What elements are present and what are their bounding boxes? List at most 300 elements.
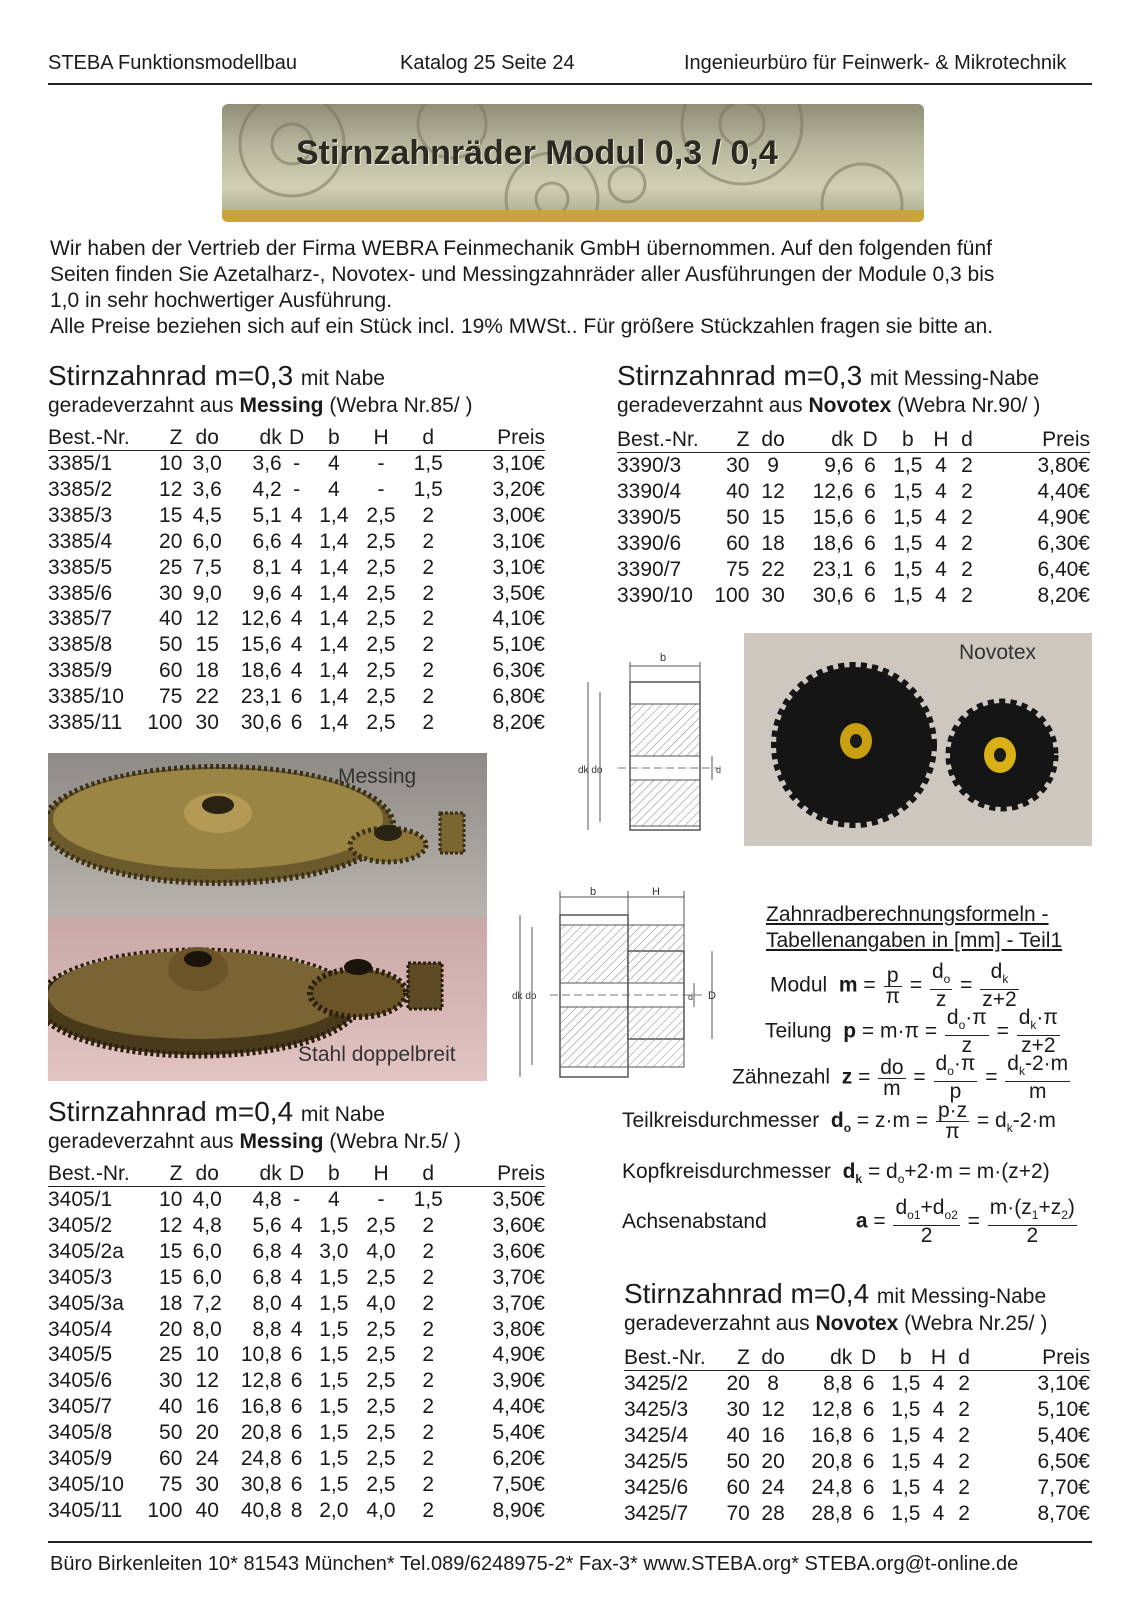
table-cell: 3,10€ bbox=[492, 452, 545, 475]
table-cell: 2,5 bbox=[366, 711, 396, 735]
formula-teilung: Teilung p = m·π = $\frac{d_o\cdot\pi}{z}$ = $\frac{d_k\cdot\pi}{z+2}$ bbox=[765, 1006, 1058, 1058]
label-dk-do: dk do bbox=[578, 765, 603, 776]
table-row bbox=[48, 503, 545, 529]
table-cell: 6,8 bbox=[252, 1239, 282, 1263]
section-subtitle bbox=[624, 1312, 1047, 1336]
column-header: Preis bbox=[451, 426, 545, 451]
column-header: D bbox=[853, 428, 886, 453]
table-cell: 8,1 bbox=[252, 555, 282, 579]
table-cell: 12,6 bbox=[812, 479, 854, 503]
table-row bbox=[48, 1420, 545, 1446]
table-cell: 20 bbox=[159, 529, 183, 553]
table-cell: 3385/3 bbox=[48, 503, 113, 527]
subtitle-post: (Webra Nr.90/ ) bbox=[891, 394, 1041, 417]
table-cell: 18,6 bbox=[240, 659, 282, 683]
table-cell: 3405/5 bbox=[48, 1343, 113, 1367]
novotex-gears-photo bbox=[744, 633, 1092, 846]
formula-modul: Modul m = $\frac{p}{\pi}$ = $\frac{d_o}{z}$ = $\frac{d_k}{z+2}$ bbox=[770, 960, 1017, 1012]
table-cell: 3,10€ bbox=[492, 529, 545, 553]
table-cell: 1,5 bbox=[413, 477, 443, 501]
table-cell: 2 bbox=[958, 1501, 970, 1525]
table-cell: 3405/2 bbox=[48, 1213, 113, 1237]
table-cell: 1,5 bbox=[319, 1421, 349, 1445]
table-cell: 40 bbox=[159, 607, 183, 631]
table-cell: 8,20€ bbox=[1037, 583, 1090, 607]
table-cell: 15 bbox=[195, 633, 219, 657]
table-cell: 4,10€ bbox=[492, 607, 545, 631]
column-header: H bbox=[356, 1162, 406, 1187]
formula-kopfkreis: Kopfkreisdurchmesser $d_k = d_o+2\cdot m = m\cdot(z+2)$ bbox=[622, 1160, 1050, 1187]
brass-gears-photo bbox=[48, 753, 487, 1081]
table-cell: 4 bbox=[290, 1291, 303, 1315]
table-cell: 1,5 bbox=[891, 1397, 921, 1421]
table-cell: 8 bbox=[290, 1498, 303, 1522]
table-cell: 1,5 bbox=[893, 479, 923, 503]
table-cell: 10 bbox=[159, 452, 183, 475]
table-cell: 4 bbox=[290, 1265, 303, 1289]
column-header: D bbox=[852, 1346, 885, 1371]
table-cell: 15 bbox=[159, 503, 183, 527]
table-cell: 6 bbox=[290, 711, 303, 735]
table-cell: 2 bbox=[422, 529, 435, 553]
table-cell: 12 bbox=[761, 479, 785, 503]
table-row bbox=[617, 531, 1090, 557]
table-cell: 5,40€ bbox=[492, 1421, 545, 1445]
intro-line-3: 1,0 in sehr hochwertiger Ausführung. bbox=[50, 289, 393, 312]
section-title-main: Stirnzahnrad m=0,3 bbox=[617, 360, 863, 391]
table-cell: 4 bbox=[290, 503, 303, 527]
table-cell: 3385/6 bbox=[48, 581, 113, 605]
table-cell: 2 bbox=[961, 531, 973, 555]
table-cell: 1,5 bbox=[891, 1423, 921, 1447]
table-cell: 1,5 bbox=[319, 1291, 349, 1315]
label-dk-do: dk do bbox=[512, 991, 537, 1002]
header-right: Ingenieurbüro für Feinwerk- & Mikrotechnik bbox=[684, 52, 1067, 74]
formula-teilkreis: Teilkreisdurchmesser $d_o = z\cdot m$ = $\frac{p\cdot z}{\pi}$ = $d_k-2\cdot m$ bbox=[622, 1099, 1056, 1143]
table-cell: - bbox=[377, 477, 385, 501]
table-cell: 2,5 bbox=[366, 633, 396, 657]
price-table-3425 bbox=[624, 1346, 1090, 1526]
section-title bbox=[48, 360, 385, 392]
table-cell: 1,4 bbox=[319, 581, 349, 605]
table-cell: 22 bbox=[761, 557, 785, 581]
column-header: H bbox=[929, 428, 953, 453]
table-row bbox=[48, 477, 545, 503]
table-row bbox=[48, 451, 545, 477]
table-cell: 1,5 bbox=[319, 1317, 349, 1341]
table-row bbox=[617, 453, 1090, 479]
table-cell: 3,80€ bbox=[492, 1317, 545, 1341]
table-cell: 1,4 bbox=[319, 607, 349, 631]
table-cell: 3405/1 bbox=[48, 1188, 113, 1211]
table-cell: 3,60€ bbox=[492, 1213, 545, 1237]
table-cell: - bbox=[293, 452, 301, 475]
table-cell: 3425/6 bbox=[624, 1475, 689, 1499]
table-cell: 2 bbox=[422, 633, 435, 657]
table-cell: 40,8 bbox=[240, 1498, 282, 1522]
table-row bbox=[624, 1397, 1090, 1423]
table-cell: 2 bbox=[422, 581, 435, 605]
table-cell: 2 bbox=[422, 1498, 435, 1522]
formula-label: Teilung bbox=[765, 1019, 832, 1043]
table-row bbox=[48, 1498, 545, 1524]
table-row bbox=[48, 684, 545, 710]
table-cell: 2 bbox=[422, 1369, 435, 1393]
table-cell: 100 bbox=[147, 1498, 183, 1522]
caption-novotex: Novotex bbox=[959, 641, 1037, 664]
table-cell: 4,5 bbox=[192, 503, 222, 527]
section-title-suffix: mit Nabe bbox=[300, 367, 385, 390]
table-cell: 16 bbox=[195, 1395, 219, 1419]
subtitle-pre: geradeverzahnt aus bbox=[48, 394, 240, 417]
table-row bbox=[48, 1265, 545, 1291]
table-cell: 2,5 bbox=[366, 685, 396, 709]
table-cell: 4 bbox=[935, 454, 947, 477]
table-cell: 8,0 bbox=[252, 1291, 282, 1315]
table-cell: 6 bbox=[290, 1447, 303, 1471]
table-cell: 6 bbox=[862, 1372, 875, 1395]
column-header: Preis bbox=[978, 1346, 1090, 1371]
table-cell: 7,2 bbox=[192, 1291, 222, 1315]
table-cell: 4 bbox=[290, 1317, 303, 1341]
intro-line-4: Alle Preise beziehen sich auf ein Stück incl. 19% MWSt.. Für größere Stückzahlen fragen sie bitte an. bbox=[50, 315, 994, 338]
header-rule bbox=[48, 83, 1092, 85]
table-cell: 30,6 bbox=[240, 711, 282, 735]
column-header: Z bbox=[147, 1162, 182, 1187]
table-row bbox=[624, 1371, 1090, 1397]
table-cell: 8,0 bbox=[192, 1317, 222, 1341]
table-cell: 3405/6 bbox=[48, 1369, 113, 1393]
table-cell: 7,70€ bbox=[1037, 1475, 1090, 1499]
table-cell: 4,0 bbox=[366, 1498, 396, 1522]
table-cell: 8,20€ bbox=[492, 711, 545, 735]
table-cell: 3,50€ bbox=[492, 581, 545, 605]
table-cell: 3425/4 bbox=[624, 1423, 689, 1447]
table-cell: 1,5 bbox=[893, 557, 923, 581]
column-header: H bbox=[356, 426, 406, 451]
table-row bbox=[48, 1317, 545, 1343]
table-cell: 4 bbox=[290, 1239, 303, 1263]
table-cell: 4 bbox=[290, 529, 303, 553]
table-cell: 3385/4 bbox=[48, 529, 113, 553]
column-header: d bbox=[950, 1346, 978, 1371]
subtitle-post: (Webra Nr.25/ ) bbox=[898, 1312, 1048, 1335]
section-title-main: Stirnzahnrad m=0,3 bbox=[48, 360, 294, 391]
table-row bbox=[48, 710, 545, 736]
section-title-main: Stirnzahnrad m=0,4 bbox=[48, 1096, 294, 1127]
table-cell: 6,8 bbox=[252, 1265, 282, 1289]
table-cell: 5,6 bbox=[252, 1213, 282, 1237]
table-cell: 3405/3 bbox=[48, 1265, 113, 1289]
table-row bbox=[48, 1342, 545, 1368]
gear-drawing-1 bbox=[578, 652, 728, 844]
table-cell: 4 bbox=[290, 1213, 303, 1237]
subtitle-post: (Webra Nr.85/ ) bbox=[323, 394, 473, 417]
table-row bbox=[624, 1475, 1090, 1501]
table-cell: 9,6 bbox=[824, 454, 854, 477]
table-cell: 2 bbox=[422, 555, 435, 579]
table-cell: 1,4 bbox=[319, 685, 349, 709]
table-cell: 3385/1 bbox=[48, 452, 113, 475]
table-cell: 25 bbox=[159, 1343, 183, 1367]
table-cell: 4,2 bbox=[252, 477, 282, 501]
table-cell: 6 bbox=[862, 1397, 875, 1421]
intro-line-1: Wir haben der Vertrieb der Firma WEBRA Feinmechanik GmbH übernommen. Auf den folgenden fünf bbox=[50, 237, 992, 260]
table-cell: 40 bbox=[726, 1423, 750, 1447]
table-cell: 2 bbox=[961, 557, 973, 581]
table-cell: 8,8 bbox=[252, 1317, 282, 1341]
table-cell: 3,60€ bbox=[492, 1239, 545, 1263]
table-row bbox=[48, 632, 545, 658]
table-cell: 2 bbox=[422, 659, 435, 683]
table-cell: 1,5 bbox=[319, 1472, 349, 1496]
price-table-3385 bbox=[48, 426, 545, 736]
table-cell: 12 bbox=[195, 607, 219, 631]
table-cell: 40 bbox=[159, 1395, 183, 1419]
subtitle-material: Novotex bbox=[815, 1312, 899, 1335]
label-d: d bbox=[716, 765, 722, 775]
table-cell: 2 bbox=[422, 1317, 435, 1341]
column-header: b bbox=[887, 428, 930, 453]
table-cell: 2,5 bbox=[366, 1472, 396, 1496]
table-cell: 60 bbox=[726, 1475, 750, 1499]
table-cell: 4,8 bbox=[192, 1213, 222, 1237]
table-cell: 4 bbox=[290, 581, 303, 605]
table-cell: 50 bbox=[726, 505, 750, 529]
table-cell: 1,5 bbox=[891, 1449, 921, 1473]
table-cell: 4 bbox=[328, 452, 340, 475]
table-cell: 6 bbox=[864, 454, 876, 477]
table-cell: 4 bbox=[935, 583, 947, 607]
table-cell: 8,8 bbox=[823, 1372, 853, 1395]
caption-brass: Messing bbox=[338, 765, 417, 788]
table-cell: 6,30€ bbox=[1037, 531, 1090, 555]
table-cell: 8,90€ bbox=[492, 1498, 545, 1522]
table-cell: 30 bbox=[726, 454, 750, 477]
section-title-suffix: mit Nabe bbox=[300, 1103, 385, 1126]
table-cell: 40 bbox=[726, 479, 750, 503]
table-cell: 2 bbox=[422, 1343, 435, 1367]
table-row bbox=[48, 1291, 545, 1317]
table-cell: 100 bbox=[147, 711, 183, 735]
subtitle-post: (Webra Nr.5/ ) bbox=[323, 1130, 461, 1153]
table-row bbox=[624, 1423, 1090, 1449]
table-cell: 20,8 bbox=[240, 1421, 282, 1445]
footer-address: Büro Birkenleiten 10* 81543 München* Tel.089/6248975-2* Fax-3* www.STEBA.org* STEBA.org@t-online.de bbox=[50, 1553, 1019, 1575]
table-cell: 20 bbox=[726, 1372, 750, 1395]
table-cell: 4 bbox=[935, 505, 947, 529]
table-cell: 20 bbox=[195, 1421, 219, 1445]
table-cell: 3385/9 bbox=[48, 659, 113, 683]
table-cell: 2,5 bbox=[366, 607, 396, 631]
table-cell: 20 bbox=[159, 1317, 183, 1341]
table-header-row bbox=[48, 426, 545, 451]
table-cell: 1,4 bbox=[319, 659, 349, 683]
label-d: d bbox=[688, 992, 694, 1002]
label-D: D bbox=[708, 990, 716, 1002]
column-header: H bbox=[927, 1346, 950, 1371]
table-cell: 1,4 bbox=[319, 503, 349, 527]
table-row bbox=[617, 505, 1090, 531]
table-cell: 3,70€ bbox=[492, 1265, 545, 1289]
column-header: do bbox=[750, 1346, 797, 1371]
column-header: Preis bbox=[981, 428, 1090, 453]
header-left: STEBA Funktionsmodellbau bbox=[48, 52, 298, 74]
table-cell: 10 bbox=[159, 1188, 183, 1211]
table-cell: 4 bbox=[290, 607, 303, 631]
table-cell: 2 bbox=[422, 1421, 435, 1445]
table-cell: 24,8 bbox=[811, 1475, 853, 1499]
table-cell: 25 bbox=[159, 555, 183, 579]
column-header: D bbox=[282, 1162, 312, 1187]
table-cell: 4 bbox=[290, 555, 303, 579]
column-header: dk bbox=[796, 1346, 852, 1371]
table-cell: 4,90€ bbox=[1037, 505, 1090, 529]
column-header: b bbox=[312, 1162, 357, 1187]
section-title bbox=[617, 360, 1039, 392]
column-header: Preis bbox=[451, 1162, 545, 1187]
table-cell: 12,6 bbox=[240, 607, 282, 631]
table-cell: 2 bbox=[422, 1239, 435, 1263]
section-title bbox=[48, 1096, 385, 1128]
table-cell: 5,40€ bbox=[1037, 1423, 1090, 1447]
table-cell: 1,5 bbox=[893, 505, 923, 529]
column-header: b bbox=[312, 426, 357, 451]
table-cell: 3390/7 bbox=[617, 557, 682, 581]
table-cell: 2 bbox=[422, 685, 435, 709]
column-header: D bbox=[282, 426, 312, 451]
section-subtitle bbox=[48, 1130, 461, 1154]
table-cell: 2,5 bbox=[366, 1395, 396, 1419]
table-cell: 6 bbox=[864, 479, 876, 503]
table-cell: 50 bbox=[159, 1421, 183, 1445]
column-header: Best.-Nr. bbox=[48, 1162, 147, 1187]
table-cell: 4 bbox=[328, 477, 340, 501]
table-cell: 15 bbox=[159, 1265, 183, 1289]
table-cell: 24 bbox=[195, 1447, 219, 1471]
column-header: d bbox=[406, 426, 451, 451]
table-cell: 4,8 bbox=[252, 1188, 282, 1211]
table-cell: 6 bbox=[864, 531, 876, 555]
table-cell: 28 bbox=[761, 1501, 785, 1525]
table-cell: 4 bbox=[935, 557, 947, 581]
table-cell: 30 bbox=[726, 1397, 750, 1421]
table-cell: 1,5 bbox=[413, 1188, 443, 1211]
column-header: Best.-Nr. bbox=[617, 428, 707, 453]
table-cell: 15 bbox=[159, 1239, 183, 1263]
table-row bbox=[48, 1187, 545, 1213]
table-cell: 60 bbox=[159, 1447, 183, 1471]
table-cell: 60 bbox=[159, 659, 183, 683]
table-cell: 5,10€ bbox=[492, 633, 545, 657]
table-cell: 4,0 bbox=[366, 1291, 396, 1315]
column-header: Z bbox=[707, 428, 750, 453]
table-cell: 5,1 bbox=[252, 503, 282, 527]
formula-label: Zähnezahl bbox=[732, 1065, 831, 1089]
section-subtitle bbox=[617, 394, 1040, 418]
table-cell: 4,40€ bbox=[492, 1395, 545, 1419]
table-cell: 16 bbox=[761, 1423, 785, 1447]
table-cell: 10,8 bbox=[240, 1343, 282, 1367]
table-cell: 22 bbox=[195, 685, 219, 709]
table-cell: - bbox=[377, 452, 385, 475]
table-cell: 3,50€ bbox=[492, 1188, 545, 1211]
table-cell: 3405/2a bbox=[48, 1239, 124, 1263]
table-cell: 6 bbox=[290, 685, 303, 709]
table-cell: 40 bbox=[195, 1498, 219, 1522]
table-cell: 4,0 bbox=[192, 1188, 222, 1211]
table-cell: 9,6 bbox=[252, 581, 282, 605]
table-cell: 6,6 bbox=[252, 529, 282, 553]
table-row bbox=[48, 1394, 545, 1420]
table-header-row bbox=[48, 1162, 545, 1187]
table-cell: 6 bbox=[290, 1343, 303, 1367]
table-cell: 8,70€ bbox=[1037, 1501, 1090, 1525]
formula-title-2: Tabellenangaben in [mm] - Teil1 bbox=[766, 929, 1063, 952]
column-header: do bbox=[182, 426, 232, 451]
table-cell: 6,30€ bbox=[492, 659, 545, 683]
table-cell: 3385/11 bbox=[48, 711, 123, 735]
table-cell: 2 bbox=[422, 1265, 435, 1289]
header-center: Katalog 25 Seite 24 bbox=[400, 52, 575, 74]
table-cell: 100 bbox=[714, 583, 750, 607]
table-cell: 6,50€ bbox=[1037, 1449, 1090, 1473]
table-cell: 6 bbox=[290, 1369, 303, 1393]
table-cell: 3,70€ bbox=[492, 1291, 545, 1315]
table-cell: 2,5 bbox=[366, 1317, 396, 1341]
column-header: dk bbox=[232, 1162, 282, 1187]
table-cell: 1,5 bbox=[893, 531, 923, 555]
table-cell: 4 bbox=[932, 1501, 945, 1525]
table-cell: 2,5 bbox=[366, 503, 396, 527]
table-cell: 6 bbox=[862, 1475, 875, 1499]
formula-label: Achsenabstand bbox=[622, 1209, 767, 1233]
table-cell: 2 bbox=[958, 1397, 970, 1421]
table-cell: 2 bbox=[961, 479, 973, 503]
table-cell: 20,8 bbox=[811, 1449, 853, 1473]
table-cell: 4 bbox=[290, 633, 303, 657]
table-cell: 2,5 bbox=[366, 1447, 396, 1471]
table-header-row bbox=[617, 428, 1090, 453]
table-cell: 6 bbox=[864, 583, 876, 607]
table-cell: 6 bbox=[290, 1421, 303, 1445]
table-row bbox=[624, 1449, 1090, 1475]
table-cell: 6,40€ bbox=[1037, 557, 1090, 581]
table-cell: 3,6 bbox=[252, 452, 282, 475]
table-cell: 2 bbox=[422, 711, 435, 735]
table-cell: 2 bbox=[961, 583, 973, 607]
table-cell: 4 bbox=[935, 479, 947, 503]
table-row bbox=[617, 479, 1090, 505]
table-cell: 1,5 bbox=[319, 1343, 349, 1367]
table-cell: 6 bbox=[290, 1395, 303, 1419]
table-cell: 6,0 bbox=[192, 1239, 222, 1263]
section-subtitle bbox=[48, 394, 473, 418]
table-cell: 75 bbox=[159, 1472, 183, 1496]
table-cell: 3390/4 bbox=[617, 479, 682, 503]
table-header-row bbox=[624, 1346, 1090, 1371]
novotex-gear-icon bbox=[744, 633, 1092, 846]
formula-label: Teilkreisdurchmesser bbox=[622, 1109, 820, 1133]
table-cell: - bbox=[377, 1188, 385, 1211]
table-row bbox=[48, 1368, 545, 1394]
label-b: b bbox=[590, 886, 597, 898]
table-cell: 2 bbox=[422, 503, 435, 527]
table-cell: 2 bbox=[958, 1423, 970, 1447]
table-cell: 15,6 bbox=[812, 505, 854, 529]
table-cell: 1,5 bbox=[891, 1475, 921, 1499]
banner-stripe bbox=[222, 210, 924, 222]
